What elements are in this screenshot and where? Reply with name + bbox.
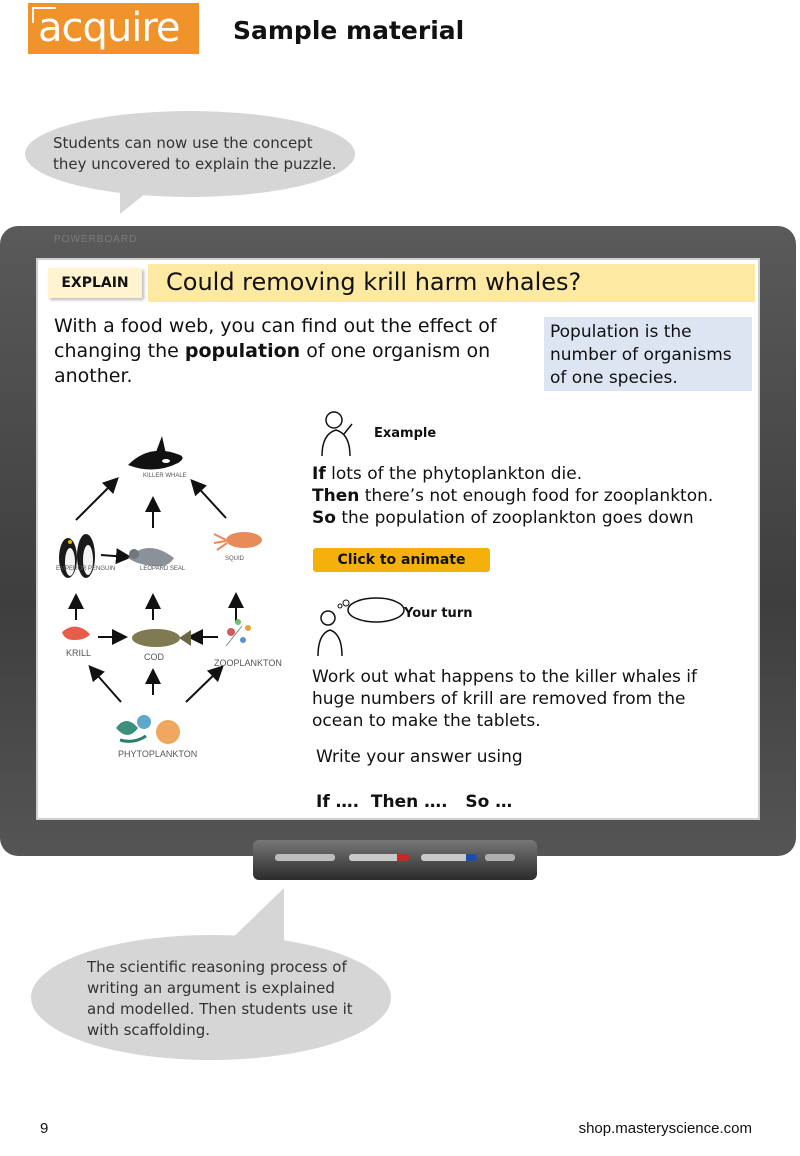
example-label: Example xyxy=(374,426,437,441)
arrow-phyto-zoo xyxy=(186,668,221,702)
label-phytoplankton: PHYTOPLANKTON xyxy=(118,749,198,759)
your-turn-label: Your turn xyxy=(404,606,473,621)
board-brand: POWERBOARD xyxy=(54,234,138,245)
label-killer-whale: KILLER WHALE xyxy=(143,473,187,479)
label-krill: KRILL xyxy=(66,648,92,658)
explain-tag: EXPLAIN xyxy=(48,268,142,298)
arrow-phyto-krill xyxy=(91,668,121,702)
cod-icon xyxy=(132,629,191,647)
speech-bubble-bottom xyxy=(31,935,391,1060)
page-number: 9 xyxy=(40,1120,49,1137)
so-keyword: So xyxy=(312,508,336,528)
zooplankton-icon xyxy=(226,619,251,646)
intro-text xyxy=(54,314,544,389)
label-cod: COD xyxy=(144,652,164,662)
pen-black[interactable] xyxy=(275,854,335,861)
instruction-text: Write your answer using xyxy=(316,747,523,767)
example-if xyxy=(312,463,582,485)
eraser[interactable] xyxy=(485,854,515,861)
speech-bubble-text: Students can now use the concept they uncovered to explain the puzzle. xyxy=(53,134,337,173)
then-text: there’s not enough food for zooplankton. xyxy=(359,486,714,506)
click-to-animate-button[interactable]: Click to animate xyxy=(313,548,490,572)
phytoplankton-icon xyxy=(116,715,180,744)
speech-bubble-top xyxy=(25,111,355,197)
label-zooplankton: ZOOPLANKTON xyxy=(214,658,282,668)
slide xyxy=(36,258,760,820)
intro-text-start: With a food web, you can find out the effect of changing the xyxy=(54,315,497,362)
speech-bubble-text: The scientific reasoning process of writing an argument is explained and modelled. Then students use it with scaffolding. xyxy=(87,958,353,1039)
squid-icon xyxy=(214,532,262,550)
task-text: Work out what happens to the killer whales if huge numbers of krill are removed from the ocean to make the tablets. xyxy=(312,667,698,731)
arrow-penguin-whale xyxy=(76,480,116,520)
krill-icon xyxy=(62,626,90,640)
example-then xyxy=(312,485,713,507)
thinking-person-icon xyxy=(314,406,366,458)
if-keyword: If xyxy=(312,464,326,484)
so-text: the population of zooplankton goes down xyxy=(335,508,694,528)
slide-title-bar xyxy=(148,264,755,302)
acquire-logo: acquire xyxy=(28,3,199,54)
if-text: lots of the phytoplankton die. xyxy=(325,464,583,484)
thinking-bubble-icon xyxy=(314,596,410,658)
pen-blue[interactable] xyxy=(421,854,477,861)
food-web-diagram xyxy=(46,410,306,770)
pen-red[interactable] xyxy=(349,854,409,861)
label-emperor-penguin: EMPEROR PENGUIN xyxy=(56,566,116,572)
intro-keyword: population xyxy=(184,340,301,362)
definition-box: Population is the number of organisms of one species. xyxy=(544,317,752,391)
page-title: Sample material xyxy=(233,16,465,45)
label-leopard-seal: LEOPARD SEAL xyxy=(140,566,186,572)
footer-url: shop.masteryscience.com xyxy=(578,1120,752,1137)
slide-title: Could removing krill harm whales? xyxy=(166,268,582,296)
leopard-seal-icon xyxy=(128,548,174,566)
then-keyword: Then xyxy=(312,486,360,506)
intro-text-end: of one organism on another. xyxy=(54,340,491,387)
label-squid: SQUID xyxy=(225,556,245,562)
arrow-penguin-seal xyxy=(101,555,128,557)
scaffold-text: If …. Then …. So … xyxy=(316,792,513,812)
killer-whale-icon xyxy=(128,436,183,470)
interactive-whiteboard xyxy=(0,226,796,856)
arrow-squid-whale xyxy=(193,482,226,518)
pen-tray xyxy=(253,840,537,880)
example-so xyxy=(312,507,694,529)
